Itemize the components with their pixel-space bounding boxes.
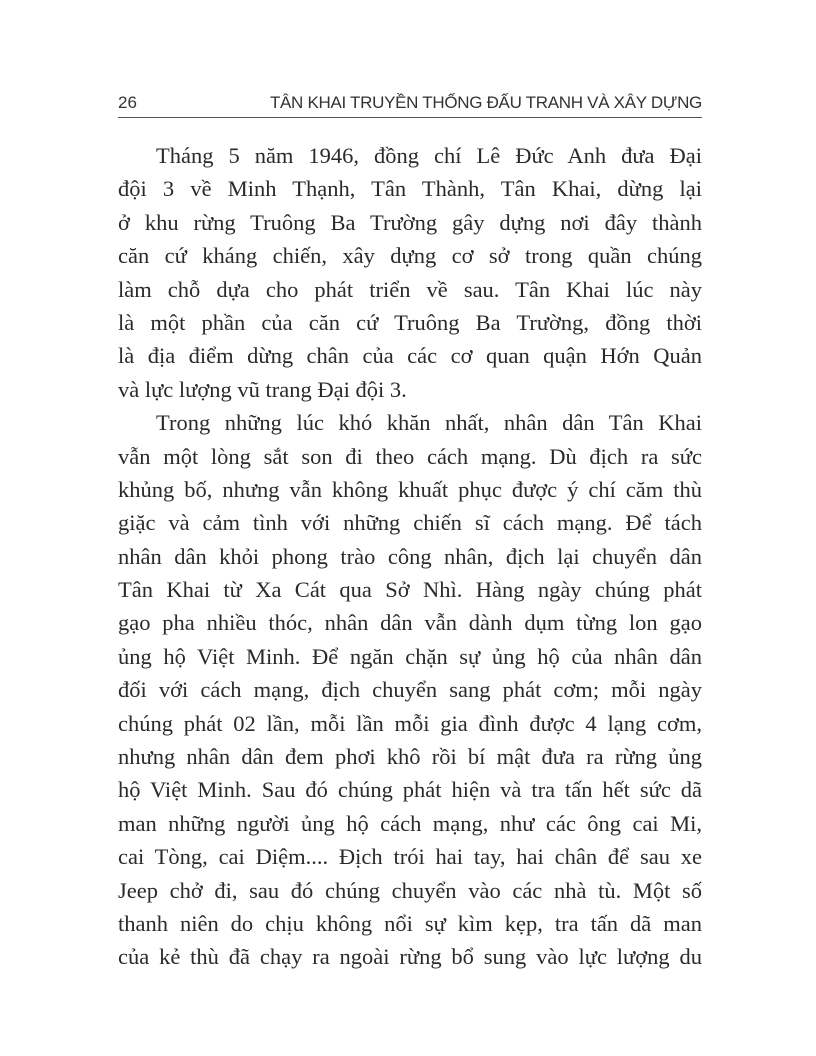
text-line: Tân Khai từ Xa Cát qua Sở Nhì. Hàng ngày chúng phát (118, 577, 702, 603)
text-line: giặc và cảm tình với những chiến sĩ cách mạng. Để tách (118, 510, 702, 536)
text-line: man những người ủng hộ cách mạng, như các ông cai Mi, (118, 810, 702, 836)
text-line: nhân dân khỏi phong trào công nhân, địch lại chuyển dân (118, 543, 702, 569)
running-header (118, 91, 702, 118)
text-line: và lực lượng vũ trang Đại đội 3. (118, 376, 407, 402)
text-line: chúng phát 02 lần, mỗi lần mỗi gia đình được 4 lạng cơm, (118, 710, 702, 736)
text-line: đối với cách mạng, địch chuyển sang phát cơm; mỗi ngày (118, 677, 702, 703)
text-line: Trong những lúc khó khăn nhất, nhân dân Tân Khai (156, 410, 702, 436)
text-line: Jeep chở đi, sau đó chúng chuyển vào các nhà tù. Một số (118, 877, 702, 903)
paragraph (118, 139, 702, 406)
text-line: vẫn một lòng sắt son đi theo cách mạng. Dù địch ra sức (118, 443, 702, 469)
text-line: ủng hộ Việt Minh. Để ngăn chặn sự ủng hộ của nhân dân (118, 643, 702, 669)
text-line: thanh niên do chịu không nổi sự kìm kẹp, tra tấn dã man (118, 910, 702, 936)
text-line: ở khu rừng Truông Ba Trường gây dựng nơi đây thành (118, 209, 702, 235)
text-line: Tháng 5 năm 1946, đồng chí Lê Đức Anh đưa Đại (156, 143, 702, 168)
text-line: khủng bố, nhưng vẫn không khuất phục được ý chí căm thù (118, 476, 702, 502)
text-line: hộ Việt Minh. Sau đó chúng phát hiện và tra tấn hết sức dã (118, 777, 702, 803)
page-number: 26 (118, 93, 137, 112)
running-title: TÂN KHAI TRUYỀN THỐNG ĐẤU TRANH VÀ XÂY DỰNG (269, 93, 702, 112)
text-line: của kẻ thù đã chạy ra ngoài rừng bổ sung vào lực lượng du (118, 944, 702, 970)
paragraph (118, 406, 702, 974)
text-line: nhưng nhân dân đem phơi khô rồi bí mật đưa ra rừng ủng (118, 744, 702, 770)
text-line: làm chỗ dựa cho phát triển về sau. Tân Khai lúc này (118, 276, 702, 302)
text-line: là địa điểm dừng chân của các cơ quan quận Hớn Quản (118, 343, 702, 369)
body-text (118, 139, 702, 974)
text-line: gạo pha nhiều thóc, nhân dân vẫn dành dụm từng lon gạo (118, 610, 702, 636)
text-line: là một phần của căn cứ Truông Ba Trường, đồng thời (118, 309, 702, 335)
text-line: đội 3 về Minh Thạnh, Tân Thành, Tân Khai, dừng lại (118, 176, 702, 202)
text-line: cai Tòng, cai Diệm.... Địch trói hai tay, hai chân để sau xe (118, 844, 702, 870)
text-line: căn cứ kháng chiến, xây dựng cơ sở trong quần chúng (118, 243, 702, 269)
